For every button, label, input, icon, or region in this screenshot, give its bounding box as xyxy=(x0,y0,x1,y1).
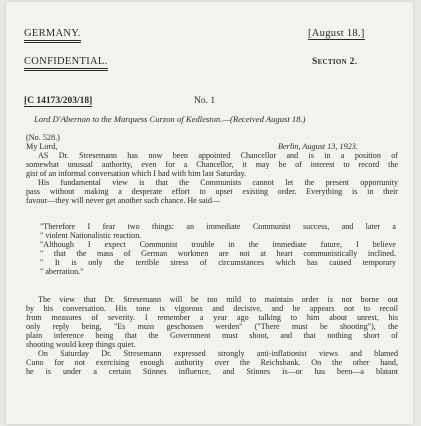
body-line: favour—they will never get another such chance. He said— xyxy=(26,196,220,205)
quote-line: " aberration." xyxy=(40,267,84,276)
reference-number: [C 14173/203/18] xyxy=(24,96,93,106)
place-date: Berlin, August 13, 1923. xyxy=(278,142,358,151)
body-line: by his conversation. His tone is vigorous and decisive, and he appears not to recoil xyxy=(26,304,398,313)
body-line: AS Dr. Stresemann has now been appointed Chancellor and is in a position of xyxy=(38,151,398,160)
body-line: from measures of severity. I remember a year ago talking to him about unrest, his xyxy=(26,313,398,322)
quote-line: " It is only the terrible stress of circumstances which has caused temporary xyxy=(40,258,396,267)
body-line: only reply being, "Es muss geschossen werden" ("There must be shooting"), the xyxy=(26,322,398,331)
body-line: somewhat unusual authority, even for a Chancellor, it may be of interest to record the xyxy=(26,160,398,169)
quote-line: " violent Nationalistic reaction. xyxy=(40,231,142,240)
quote-line: "Although I expect Communist trouble in the immediate future, I believe xyxy=(40,240,396,249)
body-line: shooting would keep things quiet. xyxy=(26,340,136,349)
despatch-number: (No. 528.) xyxy=(26,133,60,142)
quote-line: " that the mass of German workmen are not at heart communistically inclined. xyxy=(40,249,396,258)
body-line: gist of an informal conversation which I had with him last Saturday. xyxy=(26,169,247,178)
section-heading: Section 2. xyxy=(312,57,358,67)
salutation: My Lord, xyxy=(26,142,58,151)
classification-heading: CONFIDENTIAL. xyxy=(24,56,108,71)
document-title: Lord D'Abernon to the Marquess Curzon of Kedleston.—(Received August 18.) xyxy=(34,114,306,124)
document-page xyxy=(6,2,413,424)
body-line: pass without making a desperate effort to upset existing order. Everything is in their xyxy=(26,187,398,196)
body-line: plain inference being that the Government must shoot, and that nothing short of xyxy=(26,331,398,340)
body-line: Cuno for not exercising enough authority over the Reichsbank. On the other hand, xyxy=(26,358,398,367)
body-line: His fundamental view is that the Communists cannot let the present opportunity xyxy=(38,178,398,187)
body-line: The view that Dr. Stresemann will be too mild to maintain order is not borne out xyxy=(38,295,398,304)
country-heading: GERMANY. xyxy=(24,28,81,43)
body-line: On Saturday Dr. Stresemann expressed strongly anti-inflationist views and blamed xyxy=(38,349,398,358)
quote-line: "Therefore I fear two things: an immediate Communist success, and later a xyxy=(40,222,396,231)
date-heading: [August 18.] xyxy=(308,28,365,39)
body-line: he is under a certain Stinnes influence, and Stinnes is—or has been—a blatant xyxy=(26,367,398,376)
document-number: No. 1 xyxy=(194,96,216,106)
